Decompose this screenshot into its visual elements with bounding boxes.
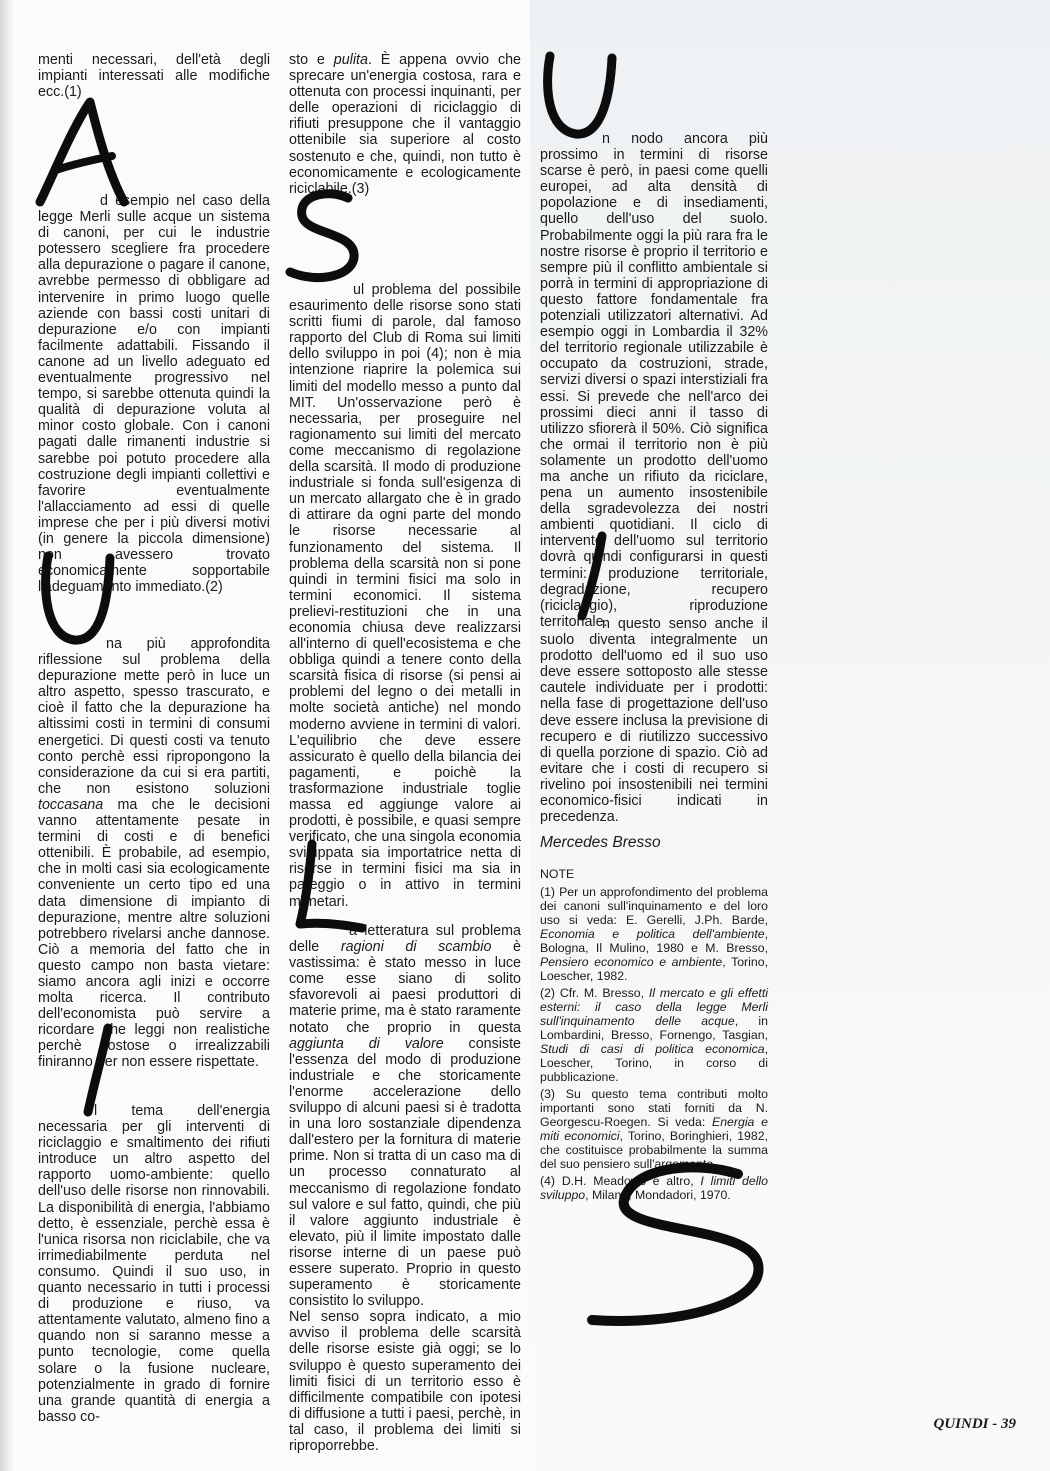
- column-2-s: [289, 282, 521, 910]
- initial-a-letter: [34, 98, 130, 210]
- initial-u-letter: [540, 48, 620, 142]
- note-2: (2) Cfr. M. Bresso, Il mercato e gli effetti esterni: il caso della legge Merli sull'inquinamento delle acque, in Lombardini, Bresso, Fornengo, Tasgian, Studi di casi di politica economica, Loescher, Torino, in corso di pubblicazione.: [540, 986, 769, 1085]
- paragraph: d esempio nel caso della legge Merli sulle acque un sistema di canoni, per cui le industrie potessero scegliere fra procedere alla depurazione o pagare il canone, avrebbe permesso di obbligare ad intervenire in primo luogo quelle aziende con bassi costi unitari di depurazione e/o con impianti facilmente adattabili. Fissando il canone ad un livello adeguato ed eventualmente progressivo nel tempo, si sarebbe ottenuta quindi la qualità di depurazione voluta al minor costo globale. Con i canoni pagati dalle rimanenti industrie si sarebbe poi potuto procedere alla costruzione degli impianti collettivi e favorire eventualmente l'allacciamento ad essi di quelle imprese che per i più diversi motivi (in genere la piccola dimensione) non avessero trovato economicamente sopportabile l'adeguamento immediato.(2): [38, 193, 270, 596]
- initial-u-letter: [38, 548, 118, 648]
- paragraph: n nodo ancora più prossimo in termini di risorse scarse è però, in paesi come quelli europei, ad alta densità di popolazione e di insediamenti, quello dell'uso del suolo. Probabilmente oggi la più rara fra le nostre risorse è proprio il territorio e sempre più il conflitto ambientale si porrà in termini di appropriazione di questo fattore fondamentale fra potenziali utilizzatori alternativi. Ad esempio oggi in Lombardia il 32% del territorio regionale utilizzabile è occupato da costruzioni, strade, servizi diversi o spazi interstiziali fra essi. Si prevede che nell'arco dei prossimi dieci anni il tasso di utilizzo sfiorerà il 50%. Ciò significa che ormai il territorio non è più solamente un prodotto dell'uomo ma anche un rifiuto da riciclare, pena un aumento insostenibile della sgradevolezza dei nostri ambienti quotidiani. Il ciclo di intervento dell'uomo sul territorio dovrà quindi configurarsi in questi termini: produzione territoriale, degradazione, recupero (riciclaggio), riproduzione territoriale.: [540, 131, 768, 630]
- initial-s-letter: [282, 188, 368, 288]
- paragraph: Nel senso sopra indicato, a mio avviso il problema delle scarsità delle risorse esiste già oggi; se lo sviluppo è questo superamento dei limiti fisici di un territorio esso è difficilmente compatibile con ipotesi di diffusione a tutti i paesi, perchè, in tal caso, il problema dei limiti si riproporrebbe.: [289, 1309, 521, 1454]
- initial-i-letter: [572, 530, 612, 622]
- paragraph: na più approfondita riflessione sul problema della depurazione mette però in luce un altro aspetto, spesso trascurato, e cioè il fatto che la depurazione ha altissimi costi in termini di consumi energetici. Di questi costi va tenuto conto perchè essi ripropongono la considerazione da cui si era partiti, che non esistono soluzioni toccasana ma che le decisioni vanno attentamente pesate in termini di costi e di benefici ottenibili. È probabile, ad esempio, che in molti casi sia ecologicamente conveniente un certo tipo ed una data dimensione di impianto di depurazione, mentre altre soluzioni potrebbero rivelarsi anche dannose. Ciò a memoria del fatto che in questo campo non basta vietare: siamo ancora agli inizi e occorre molta ricerca. Il contributo dell'economista può servire a ricordare che leggi non realistiche perchè costose o irrealizzabili finiranno per non essere rispettate.: [38, 636, 270, 1071]
- paragraph: menti necessari, dell'età degli impianti interessati alle modifiche ecc.(1): [38, 52, 270, 101]
- column-1-i: [38, 1103, 270, 1425]
- page-footer: QUINDI - 39: [933, 1416, 1016, 1432]
- column-1-top: [38, 52, 270, 100]
- initial-i-letter: [78, 1022, 118, 1118]
- column-1-a: [38, 193, 270, 595]
- page-fold-shadow: [0, 0, 14, 1471]
- paragraph: l tema dell'energia necessaria per gli interventi di riciclaggio e smaltimento dei rifiuti introduce un altro aspetto del rapporto uomo-ambiente: quello dell'uso delle risorse non rinnovabili. La disponibilità di energia, l'abbiamo detto, è essenziale, perchè essa è l'unica risorsa non riciclabile, che va irrimediabilmente perduta nel consumo. Quindi il suo uso, in quanto necessario in tutti i processi di produzione e riuso, va attentamente valutato, almeno fino a quando non si saranno messe a punto tecnologie, come quella solare o la fusione nucleare, potenzialmente in grado di fornire una grande quantità di energia a basso co-: [38, 1103, 270, 1425]
- paragraph: a letteratura sul problema delle ragioni di scambio è vastissima: è stato messo in luce come esse siano di solito sfavorevoli ai paesi produttori di materie prime, ma è stato raramente notato che proprio in questa aggiunta di valore consiste l'essenza del modo di produzione industriale e che storicamente l'enorme accelerazione dello sviluppo di alcuni paesi si è tradotta in una loro sostanziale dipendenza dall'estero per la fornitura di materie prime. Non si tratta di un caso ma di un processo connaturato al meccanismo di regolazione fondato sul valore e sul fatto, quindi, che più il valore aggiunto industriale è elevato, più il limite impostato dalle risorse interne di un paese può essere superato. Proprio in questo superamento è storicamente consistito lo sviluppo.: [289, 923, 521, 1310]
- paragraph: n questo senso anche il suolo diventa integralmente un prodotto dell'uomo ed il suo uso deve essere sottoposto alle stesse cautele individuate per i prodotti: nella fase di progettazione dell'uso deve essere inclusa la previsione di recupero e di riutilizzo successivo di quella porzione di spazio. Ciò ad evitare che i costi di recupero si rivelino poi insostenibili nei termini economico-fisici indicati in precedenza.: [540, 616, 768, 826]
- notes-section: [540, 867, 768, 1202]
- column-1-u: [38, 636, 270, 1071]
- paragraph: sto e pulita. È appena ovvio che sprecare un'energia costosa, rara e ottenuta con processi inquinanti, per delle operazioni di riciclaggio di rifiuti presuppone che il vantaggio ottenibile sia superiore al costo sostenuto e che, quindi, non tutto è economicamente e ecologicamente riciclabile.(3): [289, 52, 522, 197]
- note-1: (1) Per un approfondimento del problema dei canoni sull'inquinamento e del loro uso si veda: E. Gerelli, J.Ph. Barde, Economia e politica dell'ambiente, Bologna, Il Mulino, 1980 e M. Bresso, Pensiero economico e ambiente, Torino, Loescher, 1982.: [540, 885, 768, 984]
- paragraph: ul problema del possibile esaurimento delle risorse sono stati scritti fiumi di parole, dal famoso rapporto del Club di Roma sui limiti dello sviluppo in poi (4); non è mia intenzione riaprire la polemica sui limiti del modello messo a punto dal MIT. Un'osservazione però è necessaria, per proseguire nel ragionamento sui limiti del mercato come meccanismo di regolazione della scarsità. Il modo di produzione industriale si fonda sull'esigenza di un mercato allargato che è in grado di attirare da ogni parte del mondo le risorse necessarie al funzionamento del sistema. Il problema della scarsità non si pone quindi in termini fisici ma solo in termini economici. Il sistema prelievi-restituzioni che in una economia chiusa deve realizzarsi all'interno di quell'ecosistema e che obbliga quindi a tenere conto della scarsità fisica di risorse (si pensi ai problemi del legno o dei metalli in molte società antiche) nel mondo moderno avviene in termini di valori. L'equilibrio che deve essere assicurato è quello della bilancia dei pagamenti, e poichè la trasformazione industriale toglie massa ed aggiunge valore ai prodotti, è possibile, e quasi sempre verificato, che una singola economia sviluppata sia importatrice netta di risorse in termini fisici ma sia in pareggio o in attivo in termini monetari.: [289, 282, 521, 910]
- note-4: (4) D.H. Meadows e altro, I limiti dello sviluppo, Milano, Mondadori, 1970.: [540, 1174, 768, 1203]
- column-2-top: [289, 52, 521, 197]
- note-3: (3) Su questo tema contributi molto importanti sono stati forniti da N. Georgescu-Roegen. Si veda: Energia e miti economici, Torino, Boringhieri, 1982, che costituisce probabilmente la summa del suo pensiero sull'argomento.: [540, 1087, 768, 1172]
- column-2-l: [289, 923, 521, 1454]
- initial-s-large-letter: [572, 1160, 782, 1340]
- initial-l-letter: [288, 838, 368, 934]
- author-signature: Mercedes Bresso: [540, 834, 661, 852]
- column-3-i: [540, 616, 768, 1205]
- notes-title: NOTE: [540, 867, 575, 882]
